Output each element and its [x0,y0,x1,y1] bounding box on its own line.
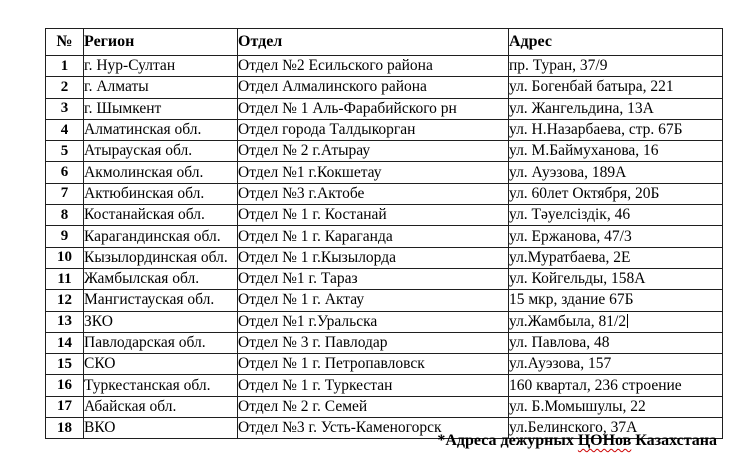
cell-num: 2 [46,77,84,98]
cell-address: ул. 60лет Октября, 20Б [509,183,723,204]
cell-num: 14 [46,332,84,353]
cell-region: Атырауская обл. [84,141,238,162]
cell-region: Мангистауская обл. [84,290,238,311]
cell-num: 1 [46,56,84,77]
cell-region: Павлодарская обл. [84,332,238,353]
cell-department: Отдел № 1 г. Петропавловск [238,354,509,375]
table-row [46,183,723,204]
cell-department: Отдел № 1 г. Костанай [238,205,509,226]
cell-num: 8 [46,205,84,226]
cell-address: ул. Н.Назарбаева, стр. 67Б [509,119,723,140]
cell-address: 160 квартал, 236 строение [509,375,723,396]
cell-region: СКО [84,354,238,375]
footnote-suffix: Казахстана [631,432,717,449]
cell-address: ул. Ержанова, 47/3 [509,226,723,247]
cell-address: ул. Павлова, 48 [509,332,723,353]
cell-num: 12 [46,290,84,311]
table-row [46,162,723,183]
cell-num: 15 [46,354,84,375]
col-header-address: Адрес [509,29,723,56]
cell-address: ул.Белинского, 37А [509,418,723,439]
cell-region: Актюбинская обл. [84,183,238,204]
header-row [46,29,723,56]
cell-department: Отдел №1 г.Кокшетау [238,162,509,183]
cell-address: ул. Богенбай батыра, 221 [509,77,723,98]
cell-department: Отдел № 1 г. Караганда [238,226,509,247]
table-header [46,29,723,56]
cell-num: 11 [46,268,84,289]
cell-address: ул. Б.Момышулы, 22 [509,396,723,417]
cell-address[interactable]: ул.Жамбыла, 81/2 [509,311,723,332]
cell-address: ул. Ауэзова, 189А [509,162,723,183]
cell-department: Отдел № 3 г. Павлодар [238,332,509,353]
cell-address: пр. Туран, 37/9 [509,56,723,77]
cell-address: ул.Муратбаева, 2Е [509,247,723,268]
table-row [46,247,723,268]
cell-region: ВКО [84,418,238,439]
cell-department: Отдел города Талдыкорган [238,119,509,140]
cell-address: ул. Жангельдина, 13А [509,98,723,119]
cell-department: Отдел Алмалинского района [238,77,509,98]
cell-address: ул.Ауэзова, 157 [509,354,723,375]
table-row [46,290,723,311]
col-header-region: Регион [84,29,238,56]
cell-department: Отдел № 2 г. Семей [238,396,509,417]
cell-department: Отдел №3 г.Актобе [238,183,509,204]
table-row [46,311,723,332]
cell-num: 10 [46,247,84,268]
address-table [45,28,723,439]
table-row [46,354,723,375]
table-row [46,119,723,140]
table-row [46,396,723,417]
text-caret [627,314,628,328]
cell-department: Отдел № 1 г. Актау [238,290,509,311]
cell-department: Отдел № 1 Аль-Фарабийского рн [238,98,509,119]
table-row [46,375,723,396]
cell-num: 9 [46,226,84,247]
cell-num: 16 [46,375,84,396]
cell-address: ул. М.Баймуханова, 16 [509,141,723,162]
cell-region: Кызылординская обл. [84,247,238,268]
table-row [46,141,723,162]
cell-region: г. Алматы [84,77,238,98]
table-row [46,77,723,98]
cell-num: 18 [46,418,84,439]
cell-department: Отдел №2 Есильского района [238,56,509,77]
table-row [46,268,723,289]
col-header-number: № [46,29,84,56]
cell-region: Абайская обл. [84,396,238,417]
cell-num: 4 [46,119,84,140]
cell-region: ЗКО [84,311,238,332]
cell-region: Туркестанская обл. [84,375,238,396]
table-row [46,56,723,77]
cell-region: г. Шымкент [84,98,238,119]
cell-department: Отдел №1 г.Уральска [238,311,509,332]
cell-region: г. Нур-Султан [84,56,238,77]
cell-department: Отдел № 1 г.Кызылорда [238,247,509,268]
cell-department: Отдел № 2 г.Атырау [238,141,509,162]
cell-region: Акмолинская обл. [84,162,238,183]
cell-num: 13 [46,311,84,332]
cell-num: 7 [46,183,84,204]
cell-num: 17 [46,396,84,417]
footnote-prefix: *Адреса дежурных [437,432,578,449]
table-row [46,98,723,119]
cell-department: Отдел №3 г. Усть-Каменогорск [238,418,509,439]
cell-address: 15 мкр, здание 67Б [509,290,723,311]
cell-region: Алматинская обл. [84,119,238,140]
table-row [46,226,723,247]
table-body [46,56,723,439]
table-row [46,332,723,353]
cell-department: Отдел № 1 г. Туркестан [238,375,509,396]
cell-department: Отдел №1 г. Тараз [238,268,509,289]
cell-address: ул. Койгельды, 158А [509,268,723,289]
cell-num: 3 [46,98,84,119]
cell-num: 5 [46,141,84,162]
cell-region: Карагандинская обл. [84,226,238,247]
footnote [437,432,717,450]
col-header-department: Отдел [238,29,509,56]
cell-region: Костанайская обл. [84,205,238,226]
cell-address: ул. Тәуелсіздік, 46 [509,205,723,226]
cell-num: 6 [46,162,84,183]
cell-region: Жамбылская обл. [84,268,238,289]
table-row [46,205,723,226]
footnote-misspelled-word: ЦОНов [577,432,632,449]
